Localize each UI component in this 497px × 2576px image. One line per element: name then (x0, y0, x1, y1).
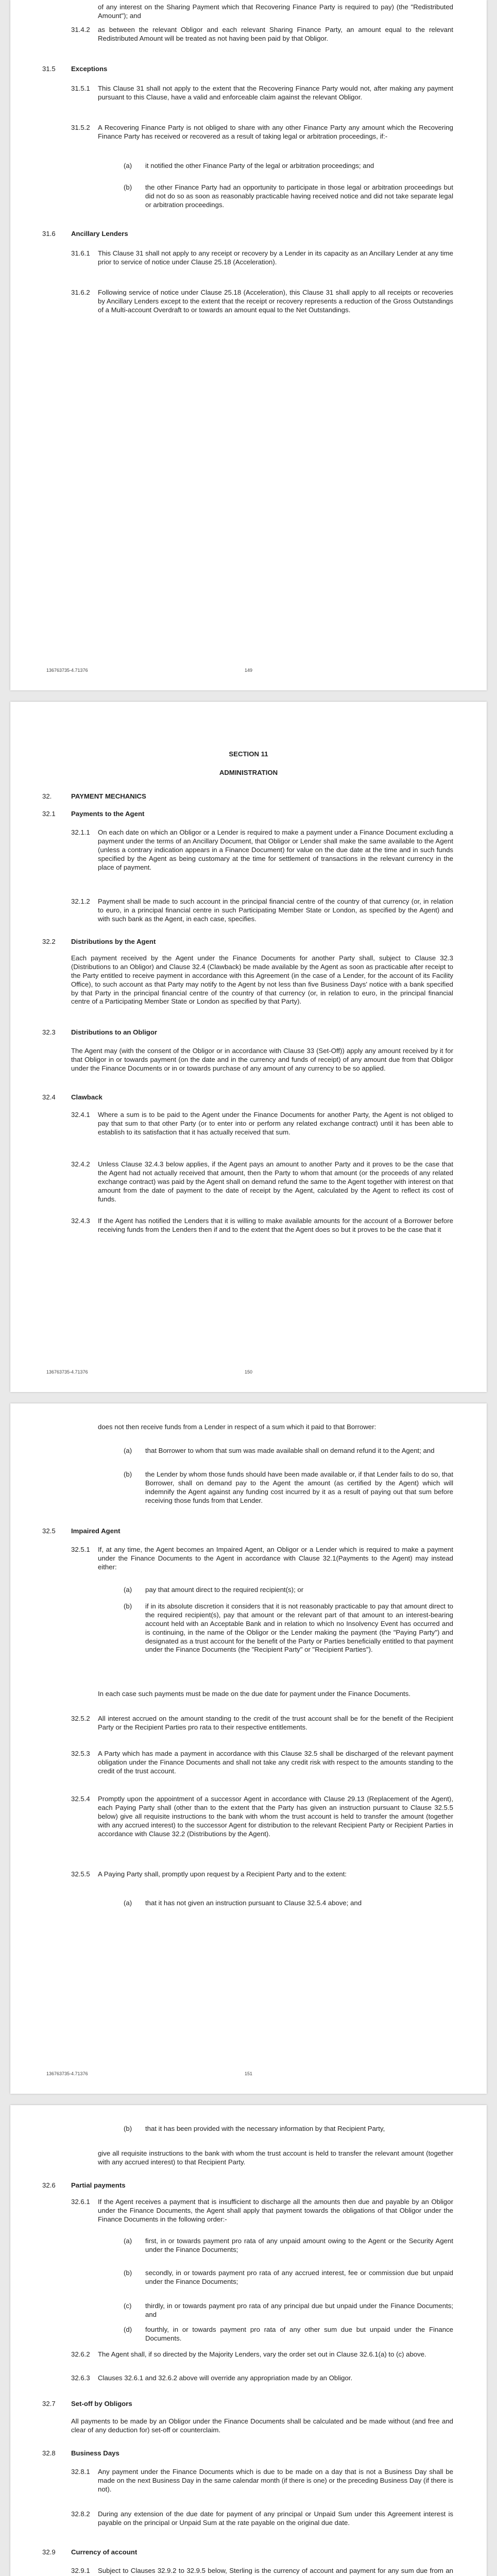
section-number: SECTION 11 (229, 750, 268, 758)
document-reference: 136763735-4.71376 (46, 668, 88, 673)
page-number: 150 (244, 1369, 253, 1375)
page-number: 149 (244, 668, 253, 673)
section-title: ADMINISTRATION (219, 769, 278, 776)
page-footer (46, 1369, 451, 1376)
page-footer (46, 2071, 451, 2077)
document-page-150: SECTION 11 ADMINISTRATION 32. PAYMENT MECHANICS 32.1 Payments to the Agent 32.1.1 On each date on which an Obligor or a Lender is required to make a payment under a Finance Document excluding a payment under the terms of an Ancillary Document, that Obligor or Lender shall make the same available to the Agent (unless a contrary indication appears in a Finance Document) for value on the due date at the time and in such funds specified by the Agent as being customary at the time for settlement of transactions in the relevant currency in the place of payment. 32.1.2 Payment shall be made to such account in the principal financial centre of the country of that currency (or, in relation to euro, in a principal financial centre in such Participating Member State or London, as specified by the Agent) and with such bank as the Agent, in each case, specifies. 32.2 Distributions by the Agent Each payment received by the Agent under the Finance Documents for another Party shall, subject to Clause 32.3 (Distributions to an Obligor) and Clause 32.4 (Clawback) be made available by the Agent as soon as practicable after receipt to the Party entitled to receive payment in accordance with this Agreement (in the case of a Lender, for the account of its Facility Office), to such account as that Party may notify to the Agent by not less than five Business Days' notice with a bank specified by that Party in the principal financial centre of the country of that currency (or, in relation to euro, in the principal financial centre of a Participating Member State or London as specified by that Party). 32.3 Distributions to an Obligor The Agent may (with the consent of the Obligor or in accordance with Clause 33 (Set-Off)) apply any amount received by it for that Obligor in or towards payment (on the date and in the currency and funds of receipt) of any amount due from that Obligor under the Finance Documents or in or towards purchase of any amount of any currency to be so applied. 32.4 Clawback 32.4.1 Where a sum is to be paid to the Agent under the Finance Documents for another Party, the Agent is not obliged to pay that sum to that other Party (or to enter into or perform any related exchange contract) until it has been able to establish to its satisfaction that it has actually received that sum. 32.4.2 Unless Clause 32.4.3 below applies, if the Agent pays an amount to another Party and it proves to be the case that the Agent had not actually received that amount, then the Party to whom that amount (or the proceeds of any related exchange contract) was paid by the Agent shall on demand refund the same to the Agent together with interest on that amount from the date of payment to the date of receipt by the Agent, calculated by the Agent to reflect its cost of funds. 32.4.3 If the Agent has notified the Lenders that it is willing to make available amounts for the account of a Borrower before receiving funds from the Lenders then if and to the extent that the Agent does so but it proves to be the case that it 136763735-4.71376 150 (10, 702, 487, 1392)
page-number: 151 (244, 2071, 253, 2076)
document-reference: 136763735-4.71376 (46, 2071, 88, 2076)
document-page-152: (b) that it has been provided with the necessary information by that Recipient Party, give all requisite instructions to the bank with whom the trust account is held to transfer the relevant amount (together with any accrued interest) to that Recipient Party. 32.6 Partial payments 32.6.1 If the Agent receives a payment that is insufficient to discharge all the amounts then due and payable by an Obligor under the Finance Documents, the Agent shall apply that payment towards the obligations of that Obligor under the Finance Documents in the following order:- (a) first, in or towards payment pro rata of any unpaid amount owing to the Agent or the Security Agent under the Finance Documents; (b) secondly, in or towards payment pro rata of any accrued interest, fee or commission due but unpaid under the Finance Documents; (c) thirdly, in or towards payment pro rata of any principal due but unpaid under the Finance Documents; and (d) fourthly, in or towards payment pro rata of any other sum due but unpaid under the Finance Documents. 32.6.2 The Agent shall, if so directed by the Majority Lenders, vary the order set out in Clause 32.6.1(a) to (c) above. 32.6.3 Clauses 32.6.1 and 32.6.2 above will override any appropriation made by an Obligor. 32.7 Set-off by Obligors All payments to be made by an Obligor under the Finance Documents shall be calculated and be made without (and free and clear of any deduction for) set-off or counterclaim. 32.8 Business Days 32.8.1 Any payment under the Finance Documents which is due to be made on a day that is not a Business Day shall be made on the next Business Day in the same calendar month (if there is one) or the preceding Business Day (if there is not). 32.8.2 During any extension of the due date for payment of any principal or Unpaid Sum under this Agreement interest is payable on the principal or Unpaid Sum at the rate payable on the original due date. 32.9 Currency of account 32.9.1 Subject to Clauses 32.9.2 to 32.9.5 below, Sterling is the currency of account and payment for any sum due from an (10, 2105, 487, 2576)
document-reference: 136763735-4.71376 (46, 1369, 88, 1375)
document-page-151: does not then receive funds from a Lender in respect of a sum which it paid to that Borrower: (a) that Borrower to whom that sum was made available shall on demand refund it to the Agent; and (b) the Lender by whom those funds should have been made available or, if that Lender fails to do so, that Borrower, shall on demand pay to the Agent the amount (as certified by the Agent) which will indemnify the Agent against any funding cost incurred by it as a result of paying out that sum before receiving those funds from that Lender. 32.5 Impaired Agent 32.5.1 If, at any time, the Agent becomes an Impaired Agent, an Obligor or a Lender which is required to make a payment under the Finance Documents to the Agent in accordance with Clause 32.1(Payments to the Agent) may instead either: (a) pay that amount direct to the required recipient(s); or (b) if in its absolute discretion it considers that it is not reasonably practicable to pay that amount direct to the required recipient(s), pay that amount or the relevant part of that amount to an interest-bearing account held with an Acceptable Bank and in relation to which no Insolvency Event has occurred and is continuing, in the name of the Obligor or the Lender making the payment (the "Paying Party") and designated as a trust account for the benefit of the Party or Parties beneficially entitled to that payment under the Finance Documents (the "Recipient Party" or "Recipient Parties"). In each case such payments must be made on the due date for payment under the Finance Documents. 32.5.2 All interest accrued on the amount standing to the credit of the trust account shall be for the benefit of the Recipient Party or the Recipient Parties pro rata to their respective entitlements. 32.5.3 A Party which has made a payment in accordance with this Clause 32.5 shall be discharged of the relevant payment obligation under the Finance Documents and shall not take any credit risk with respect to the amounts standing to the credit of the trust account. 32.5.4 Promptly upon the appointment of a successor Agent in accordance with Clause 29.13 (Replacement of the Agent), each Paying Party shall (other than to the extent that the Party has given an instruction pursuant to Clause 32.5.5 below) give all requisite instructions to the bank with whom the trust account is held to transfer the amount (together with any accrued interest) to the successor Agent for distribution to the relevant Recipient Party or Recipient Parties in accordance with Clause 32.2 (Distributions by the Agent). 32.5.5 A Paying Party shall, promptly upon request by a Recipient Party and to the extent: (a) that it has not given an instruction pursuant to Clause 32.5.4 above; and 136763735-4.71376 151 (10, 1403, 487, 2094)
document-page-149: of any interest on the Sharing Payment which that Recovering Finance Party is required to pay) (the "Redistributed Amount"); and 31.4.2 as between the relevant Obligor and each relevant Sharing Finance Party, an amount equal to the relevant Redistributed Amount will be treated as not having been paid by that Obligor. 31.5 Exceptions 31.5.1 This Clause 31 shall not apply to the extent that the Recovering Finance Party would not, after making any payment pursuant to this Clause, have a valid and enforceable claim against the relevant Obligor. 31.5.2 A Recovering Finance Party is not obliged to share with any other Finance Party any amount which the Recovering Finance Party has received or recovered as a result of taking legal or arbitration proceedings, if:- (a) it notified the other Finance Party of the legal or arbitration proceedings; and (b) the other Finance Party had an opportunity to participate in those legal or arbitration proceedings but did not do so as soon as reasonably practicable having received notice and did not take separate legal or arbitration proceedings. 31.6 Ancillary Lenders 31.6.1 This Clause 31 shall not apply to any receipt or recovery by a Lender in its capacity as an Ancillary Lender at any time prior to service of notice under Clause 25.18 (Acceleration). 31.6.2 Following service of notice under Clause 25.18 (Acceleration), this Clause 31 shall apply to all receipts or recoveries by Ancillary Lenders except to the extent that the receipt or recovery represents a reduction of the Gross Outstandings of a Multi-account Overdraft to or towards an amount equal to the Net Outstandings. 136763735-4.71376 149 (10, 0, 487, 690)
page-footer (46, 668, 451, 674)
